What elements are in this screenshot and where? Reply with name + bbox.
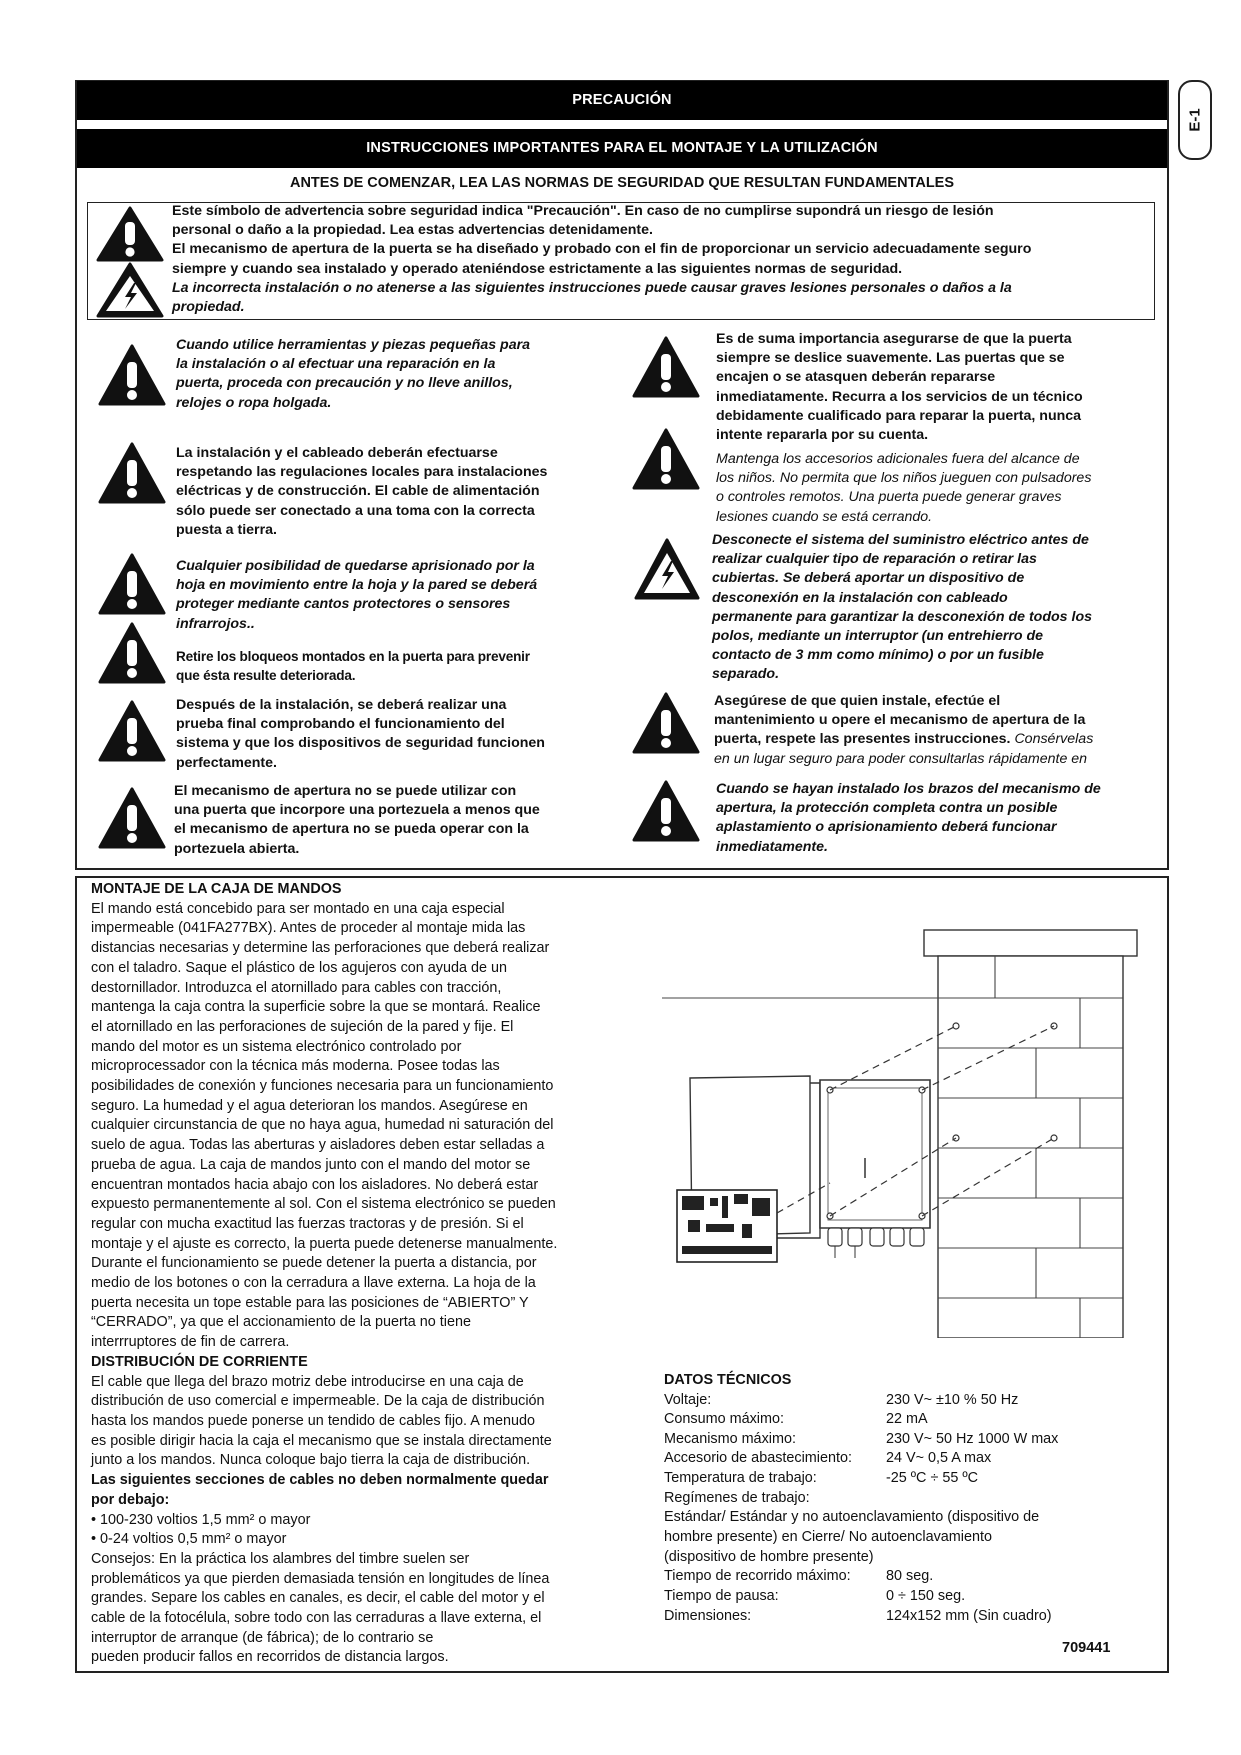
caution-bar: PRECAUCIÓN — [77, 81, 1167, 120]
tech-value: 230 V~ ±10 % 50 Hz — [886, 1391, 1019, 1408]
tech-key: Consumo máximo: — [664, 1411, 784, 1428]
warning-line: Retire los bloqueos montados en la puerta para prevenir — [176, 649, 530, 664]
warning-text — [176, 647, 616, 685]
text-line: distribución de uso comercial e impermeable. De la caja de distribución — [91, 1393, 545, 1410]
text-line: puerta necesita un tope estable para las posiciones de “ABIERTO” Y — [91, 1294, 529, 1311]
warning-triangle-icon — [96, 206, 164, 262]
text-line: regular con mucha exactitud las fuerzas tractoras y de presión. Si el — [91, 1215, 524, 1232]
control-box-wall-illustration — [660, 928, 1140, 1338]
warning-line-bold: puerta, respete las presentes instrucciones. — [714, 731, 1011, 748]
warning-line: Mantenga los accesorios adicionales fuera del alcance de — [716, 451, 1080, 467]
warning-line: proteger mediante cantos protectores o sensores — [176, 596, 511, 613]
warning-line: en un lugar seguro para poder consultarlas rápidamente en — [714, 750, 1088, 767]
text-line: suelo de agua. Todas las aberturas y aisladores deben estar selladas a — [91, 1137, 545, 1154]
warning-line: Es de suma importancia asegurarse de que la puerta — [716, 331, 1072, 347]
warning-line: el mecanismo de apertura no se pueda operar con la — [174, 821, 529, 838]
warning-line: Desconecte el sistema del suministro eléctrico antes de — [712, 532, 1089, 548]
warning-line: perfectamente. — [176, 754, 277, 771]
text-line: cable de la fotocélula, sobre todo con las cerraduras a llave externa, el — [91, 1610, 542, 1627]
tech-row — [664, 1567, 1144, 1587]
warning-triangle-icon — [98, 442, 166, 504]
warning-text — [176, 444, 616, 540]
tech-row — [664, 1410, 1144, 1430]
text-line: El cable que llega del brazo motriz debe introducirse en una caja de — [91, 1373, 524, 1390]
text-line: montaje y el ajuste es correcto, la puerta puede detenerse manualmente. — [91, 1235, 558, 1252]
warning-line: inmediatamente. Recurra a los servicios de un técnico — [716, 388, 1083, 405]
warning-line: sistema y que los dispositivos de seguridad funcionen — [176, 735, 545, 752]
warning-line: sólo puede ser conectado a una toma con la correcta — [176, 502, 535, 519]
tech-value: 230 V~ 50 Hz 1000 W max — [886, 1430, 1059, 1447]
text-line: prueba de agua. La caja de mandos junto con el mando del motor se — [91, 1156, 531, 1173]
tech-value: 22 mA — [886, 1411, 928, 1428]
tech-key: Temperatura de trabajo: — [664, 1470, 817, 1487]
warning-line: siempre se deslice suavemente. Las puertas que se — [716, 350, 1065, 367]
tech-key: Mecanismo máximo: — [664, 1430, 796, 1447]
tech-regimes — [664, 1508, 1144, 1567]
text-line: destornillador. Introduzca el atornillado para cables con tracción, — [91, 979, 502, 996]
warning-text — [714, 692, 1166, 769]
tech-key: Voltaje: — [664, 1391, 712, 1408]
warning-triangle-icon — [632, 692, 700, 754]
tech-value: 24 V~ 0,5 A max — [886, 1450, 992, 1467]
tech-rows — [664, 1391, 1144, 1489]
text-line: mando del motor es un sistema electrónico controlado por — [91, 1038, 462, 1055]
text-line: impermeable (041FA277BX). Antes de proceder al montaje mida las — [91, 920, 526, 937]
warning-triangle-icon — [98, 700, 166, 762]
warning-line: Cuando se hayan instalado los brazos del mecanismo de — [716, 781, 1101, 797]
tech-value: 80 seg. — [886, 1568, 934, 1585]
electric-hazard-icon — [634, 538, 700, 600]
intro-line: personal o daño a la propiedad. Lea estas advertencias detenidamente. — [172, 222, 653, 239]
text-line: cualquier circunstancia de que no haya agua, humedad ni saturación del — [91, 1117, 554, 1134]
text-line: • 0-24 voltios 0,5 mm² o mayor — [91, 1531, 287, 1548]
text-line: posibilidades de conexión y funciones necesaria para un funcionamiento — [91, 1078, 554, 1095]
tech-row — [664, 1449, 1144, 1469]
warning-triangle-icon — [98, 787, 166, 849]
warning-line: Después de la instalación, se deberá realizar una — [176, 697, 507, 713]
text-line: con el taladro. Saque el plástico de los agujeros con ayuda de un — [91, 959, 508, 976]
section-title: DISTRIBUCIÓN DE CORRIENTE — [91, 1353, 308, 1370]
warning-line: encajen o se atasquen deberán repararse — [716, 369, 996, 386]
warning-line: aplastamiento o aprisionamiento deberá funcionar — [716, 819, 1057, 836]
warning-triangle-icon — [98, 344, 166, 406]
text-line: interrruptores de fin de carrera. — [91, 1334, 290, 1351]
tech-value: 124x152 mm (Sin cuadro) — [886, 1607, 1052, 1624]
warning-line: cubiertas. Se deberá aportar un dispositivo de — [712, 570, 1025, 587]
warning-text — [716, 780, 1166, 857]
warning-line: Cuando utilice herramientas y piezas pequeñas para — [176, 337, 531, 353]
before-start-heading: ANTES DE COMENZAR, LEA LAS NORMAS DE SEGURIDAD QUE RESULTAN FUNDAMENTALES — [289, 175, 955, 191]
page-tab — [1178, 80, 1212, 160]
warning-triangle-icon — [632, 780, 700, 842]
section-title: MONTAJE DE LA CAJA DE MANDOS — [91, 881, 342, 897]
warning-triangle-icon — [98, 553, 166, 615]
electric-hazard-icon — [96, 262, 164, 318]
text-line: Las siguientes secciones de cables no deben normalmente quedar — [91, 1472, 549, 1489]
intro-line: El mecanismo de apertura de la puerta se ha diseñado y probado con el fin de proporcionar un servicio adecuadamente seguro — [172, 241, 1032, 258]
warning-line: hoja en movimiento entre la hoja y la pared se deberá — [176, 577, 538, 594]
warning-triangle-icon — [98, 622, 166, 684]
warning-line: lesiones cuando se está cerrando. — [716, 508, 933, 525]
warning-line: apertura, la protección completa contra un posible — [716, 800, 1058, 817]
tech-row — [664, 1587, 1144, 1607]
warning-line-italic: Consérvelas — [1014, 731, 1094, 748]
warning-line: Cualquier posibilidad de quedarse aprisionado por la — [176, 558, 535, 574]
tech-value: -25 ºC ÷ 55 ºC — [886, 1470, 978, 1487]
text-line: seguro. La humedad y el agua deterioran los mandos. Asegúrese en — [91, 1097, 528, 1114]
text-line: microprocessador con la técnica más moderna. Posee todas las — [91, 1058, 500, 1075]
tech-data — [664, 1371, 1144, 1626]
tech-row — [664, 1430, 1144, 1450]
text-line: junto a los mandos. Nunca coloque bajo tierra la caja de distribución. — [91, 1452, 531, 1469]
text-line: “CERRADO”, ya que el accionamiento de la puerta no tiene — [91, 1314, 471, 1331]
text-line: Consejos: En la práctica los alambres del timbre suelen ser — [91, 1550, 470, 1567]
warning-line: mantenimiento u opere el mecanismo de apertura de la — [714, 712, 1086, 729]
warning-line: polos, mediante un interruptor (un entrehierro de — [712, 628, 1044, 645]
warning-line: Asegúrese de que quien instale, efectúe el — [714, 693, 1001, 709]
tech-key: Dimensiones: — [664, 1607, 752, 1624]
warning-line: o controles remotos. Una puerta puede generar graves — [716, 489, 1062, 506]
distribution-bold — [91, 1471, 651, 1510]
warning-text — [176, 557, 616, 634]
text-line: mantenga la caja contra la superficie sobre la que se montará. Realice — [91, 999, 541, 1016]
warning-triangle-icon — [632, 428, 700, 490]
warning-line: contacto de 3 mm como mínimo) o por un fusible — [712, 647, 1044, 664]
tech-key: Tiempo de pausa: — [664, 1588, 779, 1605]
instructions-bar: INSTRUCCIONES IMPORTANTES PARA EL MONTAJE Y LA UTILIZACIÓN — [77, 129, 1167, 168]
text-line: interruptor de arranque (de fábrica); de lo contrario se — [91, 1629, 434, 1646]
warning-text — [174, 782, 614, 859]
warning-line: debidamente cualificado para reparar la puerta, nunca — [716, 407, 1082, 424]
warning-text — [176, 336, 616, 413]
text-line: encuentran montados hacia abajo con los aisladores. No deberá estar — [91, 1176, 539, 1193]
tech-key: Accesorio de abastecimiento: — [664, 1450, 852, 1467]
warning-triangle-icon — [632, 336, 700, 398]
warning-text — [712, 531, 1162, 685]
doc-number: 709441 — [1062, 1640, 1111, 1656]
warning-line: desconexión en la instalación con cableado — [712, 589, 1008, 606]
text-line: medio de los botones o con la cerradura a llave externa. La hoja de la — [91, 1275, 536, 1292]
warning-line: la instalación o al efectuar una reparación en la — [176, 356, 496, 373]
text-line: expuesto permanentemente al sol. Con el sistema electrónico se pueden — [91, 1196, 556, 1213]
warning-line: que ésta resulte deteriorada. — [176, 668, 356, 684]
intro-text — [172, 202, 1157, 317]
mounting-section — [91, 880, 651, 1668]
warning-line: El mecanismo de apertura no se puede utilizar con — [174, 783, 517, 799]
text-line: El mando está concebido para ser montado en una caja especial — [91, 900, 505, 917]
warning-line: respetando las regulaciones locales para instalaciones — [176, 464, 548, 481]
text-line: grandes. Separe los cables en canales, es decir, el cable del motor y el — [91, 1590, 545, 1607]
text-line: Estándar/ Estándar y no autoenclavamiento (dispositivo de — [664, 1509, 1040, 1526]
warning-line: una puerta que incorpore una portezuela a menos que — [174, 802, 540, 819]
tech-value: 0 ÷ 150 seg. — [886, 1588, 966, 1605]
distribution-body — [91, 1373, 651, 1472]
text-line: Durante el funcionamiento se puede detener la puerta a distancia, por — [91, 1255, 537, 1272]
text-line: por debajo: — [91, 1491, 170, 1508]
warning-line: permanente para garantizar la desconexión de todos los — [712, 608, 1093, 625]
warning-line — [714, 730, 1166, 749]
tech-rows-2 — [664, 1567, 1144, 1626]
text-line: • 100-230 voltios 1,5 mm² o mayor — [91, 1511, 311, 1528]
warning-line: infrarrojos.. — [176, 615, 255, 632]
warning-line: La instalación y el cableado deberán efectuarse — [176, 445, 498, 461]
warning-line: puesta a tierra. — [176, 521, 277, 538]
text-line: es posible dirigir hacia la caja el mecanismo que se instala directamente — [91, 1432, 552, 1449]
tech-key: Tiempo de recorrido máximo: — [664, 1568, 851, 1585]
warning-line: inmediatamente. — [716, 838, 828, 855]
warning-line: eléctricas y de construcción. El cable de alimentación — [176, 483, 540, 500]
warning-line: puerta, proceda con precaución y no lleve anillos, — [176, 375, 513, 392]
warning-text — [176, 696, 616, 773]
tech-row — [664, 1469, 1144, 1489]
text-line: pueden producir fallos en recorridos de distancia largos. — [91, 1649, 449, 1666]
warning-line: prueba final comprobando el funcionamiento del — [176, 716, 505, 733]
intro-line: Este símbolo de advertencia sobre seguridad indica "Precaución". En caso de no cumplirse supondrá un riesgo de lesión — [172, 203, 994, 219]
warning-line: realizar cualquier tipo de reparación o retirar las — [712, 551, 1037, 568]
text-line: (dispositivo de hombre presente) — [664, 1548, 874, 1565]
page-tab-label: E-1 — [1186, 108, 1204, 132]
intro-line: La incorrecta instalación o no atenerse a las siguientes instrucciones puede causar graves lesiones personales o daños a la — [172, 279, 1012, 296]
text-line: hasta los mandos puede ponerse un tendido de cables fijo. A menudo — [91, 1412, 536, 1429]
warning-line: portezuela abierta. — [174, 840, 300, 857]
text-line: problemáticos ya que pierden demasiada tensión en longitudes de línea — [91, 1570, 550, 1587]
text-line: el atornillado en las perforaciones de sujeción de la pared y fije. El — [91, 1018, 514, 1035]
section-title: DATOS TÉCNICOS — [664, 1372, 792, 1388]
warning-line: los niños. No permita que los niños jueguen con pulsadores — [716, 470, 1092, 487]
intro-line: siempre y cuando sea instalado y operado ateniéndose estrictamente a las siguientes normas de seguridad. — [172, 260, 903, 277]
mounting-body — [91, 900, 651, 1353]
warning-line: separado. — [712, 666, 780, 683]
tech-row — [664, 1391, 1144, 1411]
warning-line: intente repararla por su cuenta. — [716, 427, 929, 444]
distribution-bullets — [91, 1511, 651, 1550]
warning-line: relojes o ropa holgada. — [176, 394, 332, 411]
distribution-tips — [91, 1550, 651, 1668]
text-line: distancias necesarias y determine las perforaciones que deberá realizar — [91, 940, 550, 957]
tech-row — [664, 1607, 1144, 1627]
warning-text — [716, 330, 1166, 445]
tech-regimes-label: Regímenes de trabajo: — [664, 1489, 810, 1506]
text-line: hombre presente) en Cierre/ No autoenclavamiento — [664, 1529, 992, 1546]
intro-line: propiedad. — [172, 299, 245, 316]
warning-text — [716, 450, 1166, 527]
